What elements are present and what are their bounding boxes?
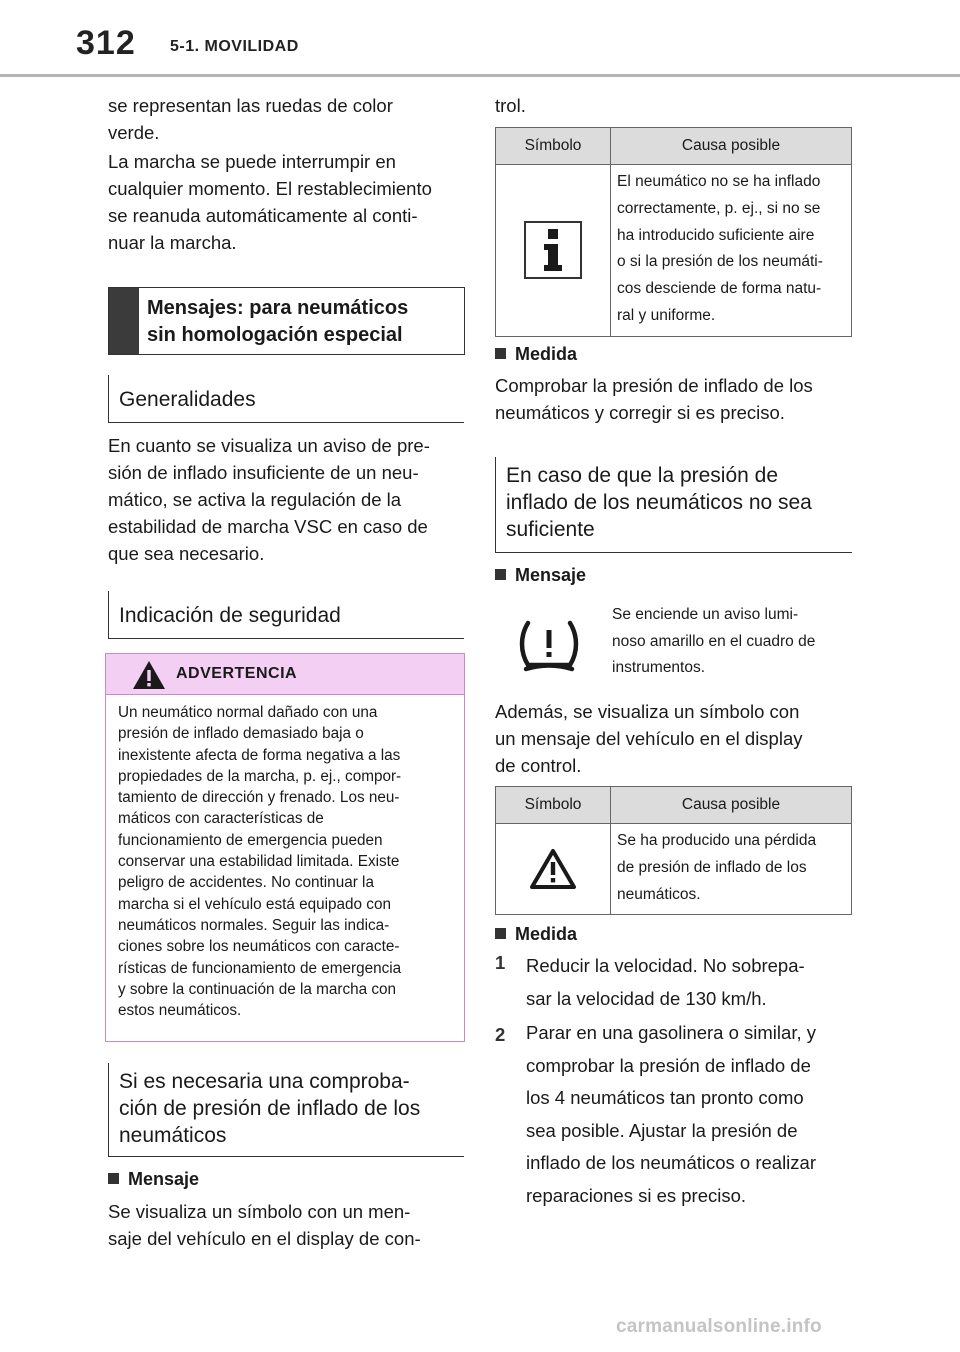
bullet-medida-1: Medida (495, 344, 577, 365)
section-title: 5-1. MOVILIDAD (170, 38, 299, 55)
header-divider (0, 74, 960, 77)
general-paragraph: En cuanto se visualiza un aviso de pre- sión de inflado insuficiente de un neu- mático, se activa la regulación de la estabilidad de marcha VSC en caso de que sea necesario. (108, 435, 430, 564)
mensaje-paragraph: Se visualiza un símbolo con un men- saje del vehículo en el display de con- (108, 1201, 421, 1249)
info-i-icon (524, 221, 582, 279)
ademas-paragraph: Además, se visualiza un símbolo con un mensaje del vehículo en el display de control. (495, 701, 803, 776)
bullet-square (495, 569, 506, 580)
bullet-square (495, 348, 506, 359)
bullet-square (108, 1173, 119, 1184)
watermark: carmanualsonline.info (616, 1316, 822, 1337)
step-2-number: 2 (495, 1024, 506, 1045)
continued-text: trol. (495, 95, 526, 116)
warning-header (106, 654, 464, 695)
step-1-number: 1 (495, 952, 506, 973)
medida-1-paragraph: Comprobar la presión de inflado de los neumáticos y corregir si es preciso. (495, 375, 813, 423)
table2-cause-cell: Se ha producido una pérdida de presión de inflado de los neumáticos. (611, 824, 852, 915)
heading-low-pressure: En caso de que la presión de inflado de los neumáticos no sea suficiente (495, 457, 852, 553)
heading-safety: Indicación de seguridad (108, 591, 464, 639)
table1-symbol-cell (496, 165, 611, 337)
bullet-medida-2: Medida (495, 924, 577, 945)
section-box-bar (109, 288, 139, 354)
interrupt-paragraph: La marcha se puede interrumpir en cualquier momento. El restablecimiento se reanuda automáticamente al conti- nuar la marcha. (108, 151, 432, 253)
bullet-square (495, 928, 506, 939)
tire-pressure-warning-icon (518, 620, 580, 672)
table1-col-symbol: Símbolo (496, 128, 611, 165)
warning-triangle-icon (529, 848, 577, 890)
tpms-description: Se enciende un aviso lumi- noso amarillo en el cuadro de instrumentos. (612, 606, 816, 676)
warning-text: Un neumático normal dañado con una presión de inflado demasiado baja o inexistente afecta de forma negativa a las propiedades de la marcha, p. ej., compor- tamiento de dirección y frenado. Los neu- máticos con características de funcionamiento de emergencia pueden conservar una estabilidad limitada. Existe peligro de accidentes. No continuar la marcha si el vehículo está equipado con neumáticos normales. Seguir las indica- ciones sobre los neumáticos con caracte- rísticas de funcionamiento de emergencia y sobre la continuación de la marcha con estos neumáticos. (118, 704, 402, 1020)
table2-col-cause: Causa posible (611, 787, 852, 824)
table2-col-symbol: Símbolo (496, 787, 611, 824)
table2-symbol-cell (496, 824, 611, 915)
page-number: 312 (76, 24, 136, 62)
heading-general: Generalidades (108, 375, 464, 423)
section-box-text: Mensajes: para neumáticos sin homologación especial (147, 297, 409, 346)
warning-triangle-icon (132, 660, 166, 690)
bullet-mensaje: Mensaje (108, 1169, 199, 1190)
symbol-table-2 (495, 786, 852, 915)
warning-label: ADVERTENCIA (176, 665, 298, 682)
symbol-table-1 (495, 127, 852, 337)
bullet-mensaje-2: Mensaje (495, 565, 586, 586)
warning-box (105, 653, 465, 1042)
table1-col-cause: Causa posible (611, 128, 852, 165)
heading-pressure-check: Si es necesaria una comproba- ción de presión de inflado de los neumáticos (108, 1063, 464, 1157)
step-2-text: Parar en una gasolinera o similar, y comprobar la presión de inflado de los 4 neumáticos tan pronto como sea posible. Ajustar la presión de inflado de los neumáticos o realizar reparaciones si es preciso. (526, 1022, 816, 1206)
intro-paragraph: se representan las ruedas de color verde. (108, 95, 393, 143)
section-box-title (108, 287, 465, 355)
table1-cause-cell: El neumático no se ha inflado correctamente, p. ej., si no se ha introducido suficiente aire o si la presión de los neumáti- cos desciende de forma natu- ral y uniforme. (611, 165, 852, 337)
step-1-text: Reducir la velocidad. No sobrepa- sar la velocidad de 130 km/h. (526, 955, 805, 1009)
